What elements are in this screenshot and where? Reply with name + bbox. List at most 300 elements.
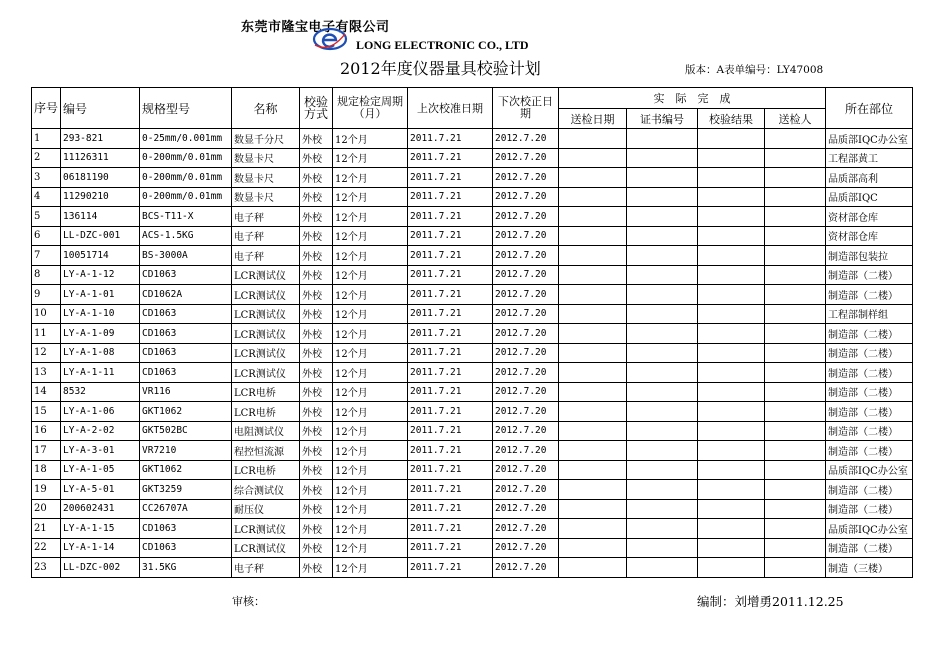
cell-next: 2012.7.20 bbox=[493, 363, 559, 383]
cell-cert bbox=[627, 343, 698, 363]
cell-cert bbox=[627, 226, 698, 246]
cell-next: 2012.7.20 bbox=[493, 324, 559, 344]
cell-code: 8532 bbox=[61, 382, 140, 402]
cell-result bbox=[698, 187, 765, 207]
cell-spec: ACS-1.5KG bbox=[140, 226, 232, 246]
cell-last: 2011.7.21 bbox=[408, 558, 493, 578]
cell-dept: 品质部IQC bbox=[826, 187, 913, 207]
cell-period: 12个月 bbox=[333, 304, 408, 324]
cell-dept: 制造部（二楼） bbox=[826, 285, 913, 305]
cell-dept: 品质部IQC办公室 bbox=[826, 129, 913, 149]
cell-sender bbox=[765, 168, 826, 188]
col-header-spec: 规格型号 bbox=[140, 88, 232, 129]
cell-seq: 1 bbox=[32, 129, 61, 149]
cell-method: 外校 bbox=[300, 226, 333, 246]
cell-send-date bbox=[559, 363, 627, 383]
cell-seq: 14 bbox=[32, 382, 61, 402]
cell-send-date bbox=[559, 129, 627, 149]
cell-last: 2011.7.21 bbox=[408, 207, 493, 227]
cell-result bbox=[698, 363, 765, 383]
cell-period: 12个月 bbox=[333, 187, 408, 207]
cell-cert bbox=[627, 168, 698, 188]
cell-name: 程控恒流源 bbox=[232, 441, 300, 461]
cell-period: 12个月 bbox=[333, 480, 408, 500]
cell-send-date bbox=[559, 187, 627, 207]
cell-seq: 7 bbox=[32, 246, 61, 266]
cell-period: 12个月 bbox=[333, 285, 408, 305]
cell-name: LCR电桥 bbox=[232, 460, 300, 480]
cell-spec: CD1063 bbox=[140, 343, 232, 363]
cell-seq: 5 bbox=[32, 207, 61, 227]
cell-method: 外校 bbox=[300, 168, 333, 188]
cell-period: 12个月 bbox=[333, 324, 408, 344]
cell-result bbox=[698, 246, 765, 266]
cell-period: 12个月 bbox=[333, 558, 408, 578]
cell-dept: 品质部IQC办公室 bbox=[826, 519, 913, 539]
cell-period: 12个月 bbox=[333, 382, 408, 402]
cell-result bbox=[698, 480, 765, 500]
cell-code: LY-A-1-10 bbox=[61, 304, 140, 324]
cell-sender bbox=[765, 324, 826, 344]
cell-seq: 19 bbox=[32, 480, 61, 500]
cell-next: 2012.7.20 bbox=[493, 519, 559, 539]
cell-dept: 制造部（二楼） bbox=[826, 343, 913, 363]
cell-next: 2012.7.20 bbox=[493, 148, 559, 168]
cell-send-date bbox=[559, 421, 627, 441]
table-row bbox=[32, 421, 913, 441]
cell-result bbox=[698, 382, 765, 402]
col-header-name: 名称 bbox=[232, 88, 300, 129]
cell-name: 电子秤 bbox=[232, 207, 300, 227]
col-header-send-date: 送检日期 bbox=[559, 109, 627, 129]
cell-method: 外校 bbox=[300, 421, 333, 441]
cell-code: LL-DZC-001 bbox=[61, 226, 140, 246]
col-header-dept: 所在部位 bbox=[826, 88, 913, 129]
cell-dept: 工程部黄工 bbox=[826, 148, 913, 168]
col-header-next: 下次校正日期 bbox=[493, 88, 559, 129]
cell-period: 12个月 bbox=[333, 402, 408, 422]
cell-cert bbox=[627, 207, 698, 227]
cell-period: 12个月 bbox=[333, 207, 408, 227]
cell-dept: 制造部（二楼） bbox=[826, 402, 913, 422]
table-row bbox=[32, 226, 913, 246]
cell-send-date bbox=[559, 304, 627, 324]
cell-cert bbox=[627, 519, 698, 539]
cell-last: 2011.7.21 bbox=[408, 246, 493, 266]
table-row bbox=[32, 168, 913, 188]
cell-name: 数显千分尺 bbox=[232, 129, 300, 149]
cell-method: 外校 bbox=[300, 480, 333, 500]
cell-spec: CD1063 bbox=[140, 363, 232, 383]
cell-spec: GKT1062 bbox=[140, 402, 232, 422]
cell-result bbox=[698, 421, 765, 441]
cell-sender bbox=[765, 480, 826, 500]
cell-result bbox=[698, 460, 765, 480]
cell-last: 2011.7.21 bbox=[408, 499, 493, 519]
cell-next: 2012.7.20 bbox=[493, 382, 559, 402]
table-row bbox=[32, 207, 913, 227]
cell-period: 12个月 bbox=[333, 168, 408, 188]
cell-next: 2012.7.20 bbox=[493, 226, 559, 246]
review-label: 审核： bbox=[232, 595, 265, 608]
cell-method: 外校 bbox=[300, 324, 333, 344]
cell-seq: 12 bbox=[32, 343, 61, 363]
cell-method: 外校 bbox=[300, 304, 333, 324]
cell-spec: CD1063 bbox=[140, 538, 232, 558]
cell-sender bbox=[765, 207, 826, 227]
cell-result bbox=[698, 324, 765, 344]
cell-spec: GKT1062 bbox=[140, 460, 232, 480]
cell-next: 2012.7.20 bbox=[493, 265, 559, 285]
cell-last: 2011.7.21 bbox=[408, 187, 493, 207]
cell-spec: 0-200mm/0.01mm bbox=[140, 168, 232, 188]
cell-next: 2012.7.20 bbox=[493, 402, 559, 422]
table-row bbox=[32, 187, 913, 207]
cell-sender bbox=[765, 246, 826, 266]
cell-method: 外校 bbox=[300, 441, 333, 461]
cell-sender bbox=[765, 187, 826, 207]
col-header-cert: 证书编号 bbox=[627, 109, 698, 129]
cell-cert bbox=[627, 304, 698, 324]
cell-name: LCR测试仪 bbox=[232, 285, 300, 305]
cell-next: 2012.7.20 bbox=[493, 558, 559, 578]
cell-name: 耐压仪 bbox=[232, 499, 300, 519]
col-header-method: 校验方式 bbox=[300, 88, 333, 129]
cell-spec: 0-200mm/0.01mm bbox=[140, 148, 232, 168]
cell-dept: 制造部（二楼） bbox=[826, 265, 913, 285]
cell-last: 2011.7.21 bbox=[408, 324, 493, 344]
cell-send-date bbox=[559, 226, 627, 246]
cell-next: 2012.7.20 bbox=[493, 499, 559, 519]
col-header-sender: 送检人 bbox=[765, 109, 826, 129]
cell-seq: 20 bbox=[32, 499, 61, 519]
cell-cert bbox=[627, 129, 698, 149]
cell-last: 2011.7.21 bbox=[408, 343, 493, 363]
cell-seq: 13 bbox=[32, 363, 61, 383]
cell-send-date bbox=[559, 519, 627, 539]
cell-method: 外校 bbox=[300, 402, 333, 422]
cell-name: 电子秤 bbox=[232, 226, 300, 246]
cell-dept: 制造部（二楼） bbox=[826, 538, 913, 558]
cell-sender bbox=[765, 226, 826, 246]
cell-spec: VR116 bbox=[140, 382, 232, 402]
cell-seq: 10 bbox=[32, 304, 61, 324]
cell-cert bbox=[627, 363, 698, 383]
cell-method: 外校 bbox=[300, 285, 333, 305]
cell-period: 12个月 bbox=[333, 421, 408, 441]
cell-sender bbox=[765, 402, 826, 422]
cell-next: 2012.7.20 bbox=[493, 460, 559, 480]
cell-code: LY-A-1-01 bbox=[61, 285, 140, 305]
cell-dept: 制造部（二楼） bbox=[826, 382, 913, 402]
cell-code: LY-A-3-01 bbox=[61, 441, 140, 461]
cell-send-date bbox=[559, 499, 627, 519]
cell-cert bbox=[627, 499, 698, 519]
cell-spec: CD1063 bbox=[140, 519, 232, 539]
cell-seq: 22 bbox=[32, 538, 61, 558]
table-row bbox=[32, 363, 913, 383]
cell-last: 2011.7.21 bbox=[408, 226, 493, 246]
cell-send-date bbox=[559, 343, 627, 363]
cell-cert bbox=[627, 441, 698, 461]
cell-code: LY-A-1-05 bbox=[61, 460, 140, 480]
cell-cert bbox=[627, 480, 698, 500]
cell-spec: 0-25mm/0.001mm bbox=[140, 129, 232, 149]
cell-cert bbox=[627, 460, 698, 480]
cell-send-date bbox=[559, 460, 627, 480]
cell-method: 外校 bbox=[300, 246, 333, 266]
cell-seq: 2 bbox=[32, 148, 61, 168]
cell-spec: VR7210 bbox=[140, 441, 232, 461]
cell-code: LY-A-1-09 bbox=[61, 324, 140, 344]
col-header-code: 编号 bbox=[61, 88, 140, 129]
cell-period: 12个月 bbox=[333, 460, 408, 480]
cell-dept: 品质部高利 bbox=[826, 168, 913, 188]
cell-result bbox=[698, 304, 765, 324]
cell-last: 2011.7.21 bbox=[408, 304, 493, 324]
cell-name: LCR电桥 bbox=[232, 402, 300, 422]
cell-code: LY-A-1-12 bbox=[61, 265, 140, 285]
cell-next: 2012.7.20 bbox=[493, 480, 559, 500]
cell-spec: CC26707A bbox=[140, 499, 232, 519]
cell-method: 外校 bbox=[300, 558, 333, 578]
cell-dept: 资材部仓库 bbox=[826, 207, 913, 227]
table-row bbox=[32, 558, 913, 578]
cell-period: 12个月 bbox=[333, 441, 408, 461]
cell-last: 2011.7.21 bbox=[408, 148, 493, 168]
cell-last: 2011.7.21 bbox=[408, 363, 493, 383]
cell-cert bbox=[627, 187, 698, 207]
col-header-period: 规定检定周期（月） bbox=[333, 88, 408, 129]
cell-code: LY-A-1-08 bbox=[61, 343, 140, 363]
cell-result bbox=[698, 558, 765, 578]
cell-seq: 23 bbox=[32, 558, 61, 578]
cell-sender bbox=[765, 343, 826, 363]
cell-sender bbox=[765, 499, 826, 519]
cell-dept: 制造部（二楼） bbox=[826, 499, 913, 519]
table-row bbox=[32, 499, 913, 519]
cell-sender bbox=[765, 519, 826, 539]
cell-sender bbox=[765, 538, 826, 558]
cell-spec: CD1063 bbox=[140, 304, 232, 324]
table-row bbox=[32, 246, 913, 266]
cell-cert bbox=[627, 285, 698, 305]
cell-period: 12个月 bbox=[333, 226, 408, 246]
cell-sender bbox=[765, 265, 826, 285]
cell-result bbox=[698, 343, 765, 363]
col-header-last: 上次校准日期 bbox=[408, 88, 493, 129]
cell-cert bbox=[627, 382, 698, 402]
cell-seq: 9 bbox=[32, 285, 61, 305]
cell-name: 电子秤 bbox=[232, 558, 300, 578]
cell-code: 136114 bbox=[61, 207, 140, 227]
cell-send-date bbox=[559, 285, 627, 305]
cell-name: LCR测试仪 bbox=[232, 363, 300, 383]
cell-code: 293-821 bbox=[61, 129, 140, 149]
company-logo-e-icon bbox=[312, 26, 348, 52]
cell-name: 数显卡尺 bbox=[232, 148, 300, 168]
cell-name: LCR测试仪 bbox=[232, 538, 300, 558]
cell-code: LL-DZC-002 bbox=[61, 558, 140, 578]
cell-cert bbox=[627, 324, 698, 344]
cell-seq: 4 bbox=[32, 187, 61, 207]
cell-spec: GKT502BC bbox=[140, 421, 232, 441]
cell-cert bbox=[627, 402, 698, 422]
cell-dept: 制造部（二楼） bbox=[826, 480, 913, 500]
cell-dept: 制造部包装拉 bbox=[826, 246, 913, 266]
company-name-en: LONG ELECTRONIC CO., LTD bbox=[356, 38, 529, 52]
cell-sender bbox=[765, 382, 826, 402]
table-row bbox=[32, 402, 913, 422]
cell-spec: CD1063 bbox=[140, 265, 232, 285]
table-row bbox=[32, 265, 913, 285]
cell-method: 外校 bbox=[300, 460, 333, 480]
cell-spec: BCS-T11-X bbox=[140, 207, 232, 227]
cell-result bbox=[698, 226, 765, 246]
cell-send-date bbox=[559, 324, 627, 344]
calibration-table bbox=[31, 87, 913, 578]
cell-seq: 6 bbox=[32, 226, 61, 246]
cell-seq: 3 bbox=[32, 168, 61, 188]
cell-name: LCR测试仪 bbox=[232, 304, 300, 324]
cell-sender bbox=[765, 148, 826, 168]
cell-period: 12个月 bbox=[333, 148, 408, 168]
cell-next: 2012.7.20 bbox=[493, 538, 559, 558]
cell-seq: 17 bbox=[32, 441, 61, 461]
cell-name: 电子秤 bbox=[232, 246, 300, 266]
cell-sender bbox=[765, 304, 826, 324]
page-title: 2012年度仪器量具校验计划 bbox=[340, 59, 541, 78]
cell-last: 2011.7.21 bbox=[408, 129, 493, 149]
cell-result bbox=[698, 265, 765, 285]
cell-code: LY-A-1-15 bbox=[61, 519, 140, 539]
cell-name: 电阻测试仪 bbox=[232, 421, 300, 441]
cell-spec: CD1062A bbox=[140, 285, 232, 305]
cell-cert bbox=[627, 265, 698, 285]
cell-name: 综合测试仪 bbox=[232, 480, 300, 500]
cell-seq: 11 bbox=[32, 324, 61, 344]
cell-period: 12个月 bbox=[333, 129, 408, 149]
table-row bbox=[32, 441, 913, 461]
cell-name: LCR测试仪 bbox=[232, 343, 300, 363]
table-row bbox=[32, 382, 913, 402]
cell-name: LCR测试仪 bbox=[232, 324, 300, 344]
cell-code: 200602431 bbox=[61, 499, 140, 519]
cell-last: 2011.7.21 bbox=[408, 382, 493, 402]
cell-code: 06181190 bbox=[61, 168, 140, 188]
cell-period: 12个月 bbox=[333, 519, 408, 539]
cell-seq: 16 bbox=[32, 421, 61, 441]
cell-spec: 31.5KG bbox=[140, 558, 232, 578]
table-row bbox=[32, 285, 913, 305]
table-row bbox=[32, 480, 913, 500]
cell-code: LY-A-2-02 bbox=[61, 421, 140, 441]
cell-result bbox=[698, 168, 765, 188]
cell-next: 2012.7.20 bbox=[493, 129, 559, 149]
cell-name: LCR测试仪 bbox=[232, 519, 300, 539]
cell-name: 数显卡尺 bbox=[232, 187, 300, 207]
cell-name: LCR测试仪 bbox=[232, 265, 300, 285]
cell-sender bbox=[765, 421, 826, 441]
cell-method: 外校 bbox=[300, 382, 333, 402]
cell-send-date bbox=[559, 265, 627, 285]
table-row bbox=[32, 460, 913, 480]
cell-last: 2011.7.21 bbox=[408, 538, 493, 558]
cell-send-date bbox=[559, 558, 627, 578]
cell-seq: 21 bbox=[32, 519, 61, 539]
cell-last: 2011.7.21 bbox=[408, 519, 493, 539]
cell-result bbox=[698, 538, 765, 558]
cell-result bbox=[698, 499, 765, 519]
cell-sender bbox=[765, 558, 826, 578]
cell-send-date bbox=[559, 441, 627, 461]
cell-send-date bbox=[559, 148, 627, 168]
cell-period: 12个月 bbox=[333, 343, 408, 363]
cell-sender bbox=[765, 363, 826, 383]
form-version: 版本：A表单编号：LY47008 bbox=[685, 64, 824, 76]
cell-sender bbox=[765, 285, 826, 305]
table-row bbox=[32, 519, 913, 539]
cell-next: 2012.7.20 bbox=[493, 285, 559, 305]
cell-last: 2011.7.21 bbox=[408, 402, 493, 422]
cell-last: 2011.7.21 bbox=[408, 460, 493, 480]
cell-last: 2011.7.21 bbox=[408, 285, 493, 305]
cell-send-date bbox=[559, 168, 627, 188]
cell-dept: 资材部仓库 bbox=[826, 226, 913, 246]
cell-send-date bbox=[559, 538, 627, 558]
cell-result bbox=[698, 402, 765, 422]
cell-dept: 制造部（二楼） bbox=[826, 324, 913, 344]
cell-next: 2012.7.20 bbox=[493, 168, 559, 188]
cell-next: 2012.7.20 bbox=[493, 246, 559, 266]
cell-period: 12个月 bbox=[333, 499, 408, 519]
cell-send-date bbox=[559, 246, 627, 266]
cell-method: 外校 bbox=[300, 538, 333, 558]
cell-spec: BS-3000A bbox=[140, 246, 232, 266]
cell-period: 12个月 bbox=[333, 363, 408, 383]
cell-send-date bbox=[559, 480, 627, 500]
cell-dept: 品质部IQC办公室 bbox=[826, 460, 913, 480]
cell-next: 2012.7.20 bbox=[493, 421, 559, 441]
cell-method: 外校 bbox=[300, 187, 333, 207]
cell-dept: 制造部（二楼） bbox=[826, 421, 913, 441]
cell-result bbox=[698, 285, 765, 305]
cell-sender bbox=[765, 460, 826, 480]
cell-next: 2012.7.20 bbox=[493, 304, 559, 324]
table-header-row bbox=[32, 88, 913, 109]
cell-method: 外校 bbox=[300, 363, 333, 383]
cell-method: 外校 bbox=[300, 265, 333, 285]
cell-next: 2012.7.20 bbox=[493, 187, 559, 207]
cell-method: 外校 bbox=[300, 129, 333, 149]
cell-name: 数显卡尺 bbox=[232, 168, 300, 188]
cell-next: 2012.7.20 bbox=[493, 207, 559, 227]
table-row bbox=[32, 148, 913, 168]
cell-method: 外校 bbox=[300, 499, 333, 519]
cell-seq: 15 bbox=[32, 402, 61, 422]
cell-dept: 工程部制样组 bbox=[826, 304, 913, 324]
table-row bbox=[32, 324, 913, 344]
cell-period: 12个月 bbox=[333, 246, 408, 266]
col-header-result: 校验结果 bbox=[698, 109, 765, 129]
cell-sender bbox=[765, 129, 826, 149]
cell-sender bbox=[765, 441, 826, 461]
cell-dept: 制造部（二楼） bbox=[826, 363, 913, 383]
cell-spec: CD1063 bbox=[140, 324, 232, 344]
cell-result bbox=[698, 441, 765, 461]
cell-method: 外校 bbox=[300, 207, 333, 227]
cell-result bbox=[698, 519, 765, 539]
